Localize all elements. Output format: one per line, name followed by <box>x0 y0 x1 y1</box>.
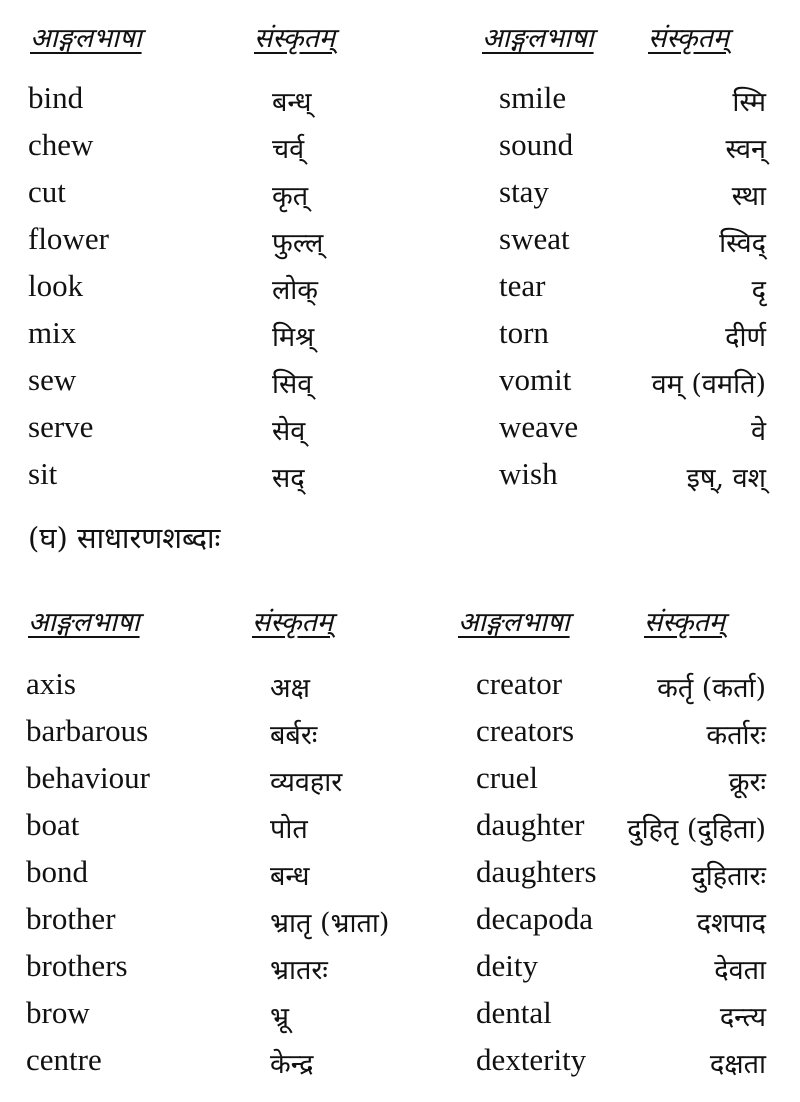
word-left-sanskrit: केन्द्र <box>270 1049 314 1080</box>
verb-left-sanskrit: चर्व् <box>272 134 305 165</box>
verb-right-sanskrit: इष्, वश् <box>686 463 766 494</box>
verb-right-english: stay <box>499 174 549 209</box>
verb-left-sanskrit: सेव् <box>272 416 306 447</box>
verb-left-english: mix <box>28 315 77 350</box>
verb-right-english: tear <box>499 268 546 303</box>
word-right-english: creator <box>476 666 563 701</box>
word-right-sanskrit: देवता <box>714 955 766 986</box>
verb-right-english: sweat <box>499 221 570 256</box>
verb-left-english: bind <box>28 80 84 115</box>
word-left-english: bond <box>26 854 88 889</box>
word-right-english: deity <box>476 948 538 983</box>
verb-left-sanskrit: लोक् <box>272 275 319 306</box>
word-right-sanskrit: दन्त्य <box>719 1002 766 1033</box>
word-right-english: daughters <box>476 854 597 889</box>
word-right-sanskrit: दुहितृ (दुहिता) <box>627 814 766 845</box>
verb-left-english: look <box>28 268 84 303</box>
word-right-sanskrit: कर्तृ (कर्ता) <box>657 673 766 704</box>
verb-left-sanskrit: फुल्ल् <box>272 228 324 259</box>
verb-right-english: torn <box>499 315 549 350</box>
word-left-english: brothers <box>26 948 128 983</box>
word-left-sanskrit: भ्रातृ (भ्राता) <box>270 908 390 939</box>
word-right-sanskrit: दक्षता <box>709 1049 766 1080</box>
word-left-sanskrit: पोत <box>270 814 308 845</box>
word-right-sanskrit: कर्तारः <box>706 720 766 751</box>
word-right-english: daughter <box>476 807 585 842</box>
word-right-english: decapoda <box>476 901 594 936</box>
header-sanskrit-top-right: संस्कृतम् <box>648 23 730 54</box>
word-left-english: boat <box>26 807 80 842</box>
word-left-english: brow <box>26 995 90 1030</box>
verb-left-english: cut <box>28 174 66 209</box>
word-right-sanskrit: क्रूरः <box>728 767 766 798</box>
header-english-top-right: आङ्गलभाषा <box>482 23 594 54</box>
verb-right-english: wish <box>499 456 558 491</box>
verb-left-sanskrit: सिव् <box>272 369 313 400</box>
verb-left-english: serve <box>28 409 94 444</box>
verb-right-english: weave <box>499 409 579 444</box>
header-english-top-left: आङ्गलभाषा <box>30 23 142 54</box>
word-left-english: centre <box>26 1042 102 1077</box>
word-left-sanskrit: बर्बरः <box>270 720 318 751</box>
word-right-english: cruel <box>476 760 538 795</box>
verb-right-sanskrit: वम् (वमति) <box>651 369 766 400</box>
word-left-sanskrit: भ्रातरः <box>270 955 328 986</box>
word-right-english: creators <box>476 713 575 748</box>
verb-left-english: flower <box>28 221 109 256</box>
header-english-bottom-right: आङ्गलभाषा <box>458 607 570 638</box>
header-sanskrit-bottom-right: संस्कृतम् <box>644 607 726 638</box>
verb-left-english: sew <box>28 362 77 397</box>
verb-right-sanskrit: स्विद् <box>719 228 766 259</box>
verb-right-english: smile <box>499 80 567 115</box>
word-right-english: dental <box>476 995 552 1030</box>
verb-right-sanskrit: स्था <box>731 181 766 212</box>
header-sanskrit-top-left: संस्कृतम् <box>254 23 336 54</box>
word-right-sanskrit: दुहितारः <box>691 861 766 892</box>
verb-left-english: sit <box>28 456 58 491</box>
verb-right-sanskrit: दीर्ण <box>725 322 766 353</box>
verb-right-english: vomit <box>499 362 572 397</box>
word-left-english: axis <box>26 666 76 701</box>
verb-right-sanskrit: स्मि <box>732 87 766 118</box>
verb-right-sanskrit: स्वन् <box>725 134 766 165</box>
word-left-sanskrit: बन्ध <box>270 861 310 892</box>
word-left-sanskrit: भ्रू <box>270 1002 289 1033</box>
verb-right-sanskrit: वे <box>750 416 766 447</box>
verb-left-sanskrit: मिश्र् <box>272 322 315 353</box>
verb-right-english: sound <box>499 127 574 162</box>
header-sanskrit-bottom-left: संस्कृतम् <box>252 607 334 638</box>
verb-right-sanskrit: दृ <box>751 275 766 306</box>
verb-left-sanskrit: सद् <box>272 463 305 494</box>
word-left-english: behaviour <box>26 760 150 795</box>
verb-left-sanskrit: बन्ध् <box>272 87 312 118</box>
word-left-english: brother <box>26 901 116 936</box>
verb-left-english: chew <box>28 127 94 162</box>
header-english-bottom-left: आङ्गलभाषा <box>28 607 140 638</box>
word-left-sanskrit: अक्ष <box>270 673 310 704</box>
word-right-english: dexterity <box>476 1042 587 1077</box>
section-heading: (घ) साधारणशब्दाः <box>28 521 221 555</box>
word-right-sanskrit: दशपाद <box>696 908 766 939</box>
word-left-sanskrit: व्यवहार <box>270 767 343 798</box>
verb-left-sanskrit: कृत् <box>272 181 309 212</box>
word-left-english: barbarous <box>26 713 149 748</box>
